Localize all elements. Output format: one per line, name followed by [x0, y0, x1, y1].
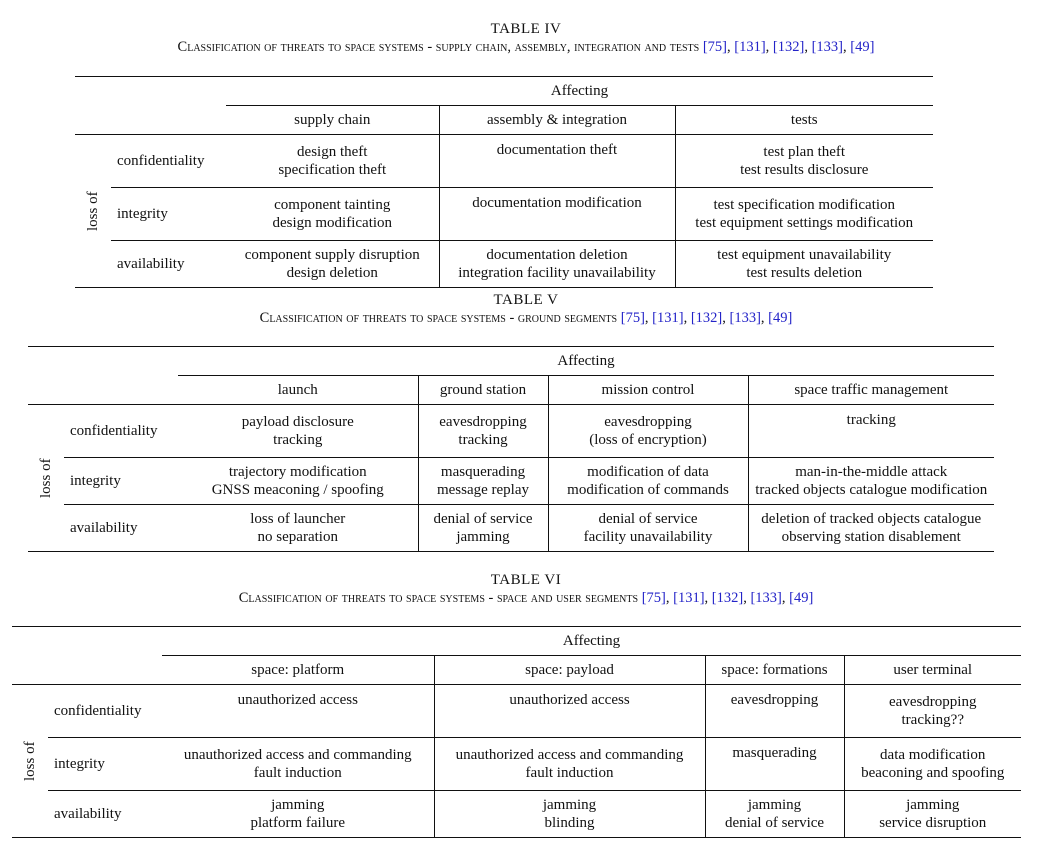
table-cell: eavesdropping	[705, 685, 844, 738]
table-cell: masquerading message replay	[418, 458, 548, 505]
column-header: assembly & integration	[439, 106, 675, 135]
table-cell: test equipment unavailability test results deletion	[675, 241, 933, 288]
table-cell: eavesdropping (loss of encryption)	[548, 405, 748, 458]
citation[interactable]: [132]	[690, 310, 723, 326]
row-label: availability	[48, 791, 162, 838]
table-cell: eavesdropping tracking	[418, 405, 548, 458]
table-cell: denial of service facility unavailability	[548, 505, 748, 552]
table-cell: man-in-the-middle attack tracked objects catalogue modification	[748, 458, 994, 505]
table-caption: Classification of threats to space systems - supply chain, assembly, integration and tests [75], [131], [132], [133], [49]	[177, 39, 875, 55]
row-label: confidentiality	[111, 135, 226, 188]
table-cell: component tainting design modification	[226, 188, 439, 241]
table-cell: payload disclosure tracking	[178, 405, 418, 458]
table-cell: modification of data modification of commands	[548, 458, 748, 505]
table-caption: Classification of threats to space systems - space and user segments [75], [131], [132], [133], [49]	[238, 590, 814, 606]
row-label: confidentiality	[64, 405, 178, 458]
citation[interactable]: [49]	[768, 310, 793, 326]
table-cell: documentation modification	[439, 188, 675, 241]
column-header: tests	[675, 106, 933, 135]
loss-of-label: loss of	[28, 405, 64, 552]
row-label: confidentiality	[48, 685, 162, 738]
table-cell: jamming blinding	[434, 791, 705, 838]
table-cell: trajectory modification GNSS meaconing / spoofing	[178, 458, 418, 505]
column-header: space: formations	[705, 656, 844, 685]
column-header: supply chain	[226, 106, 439, 135]
table-cell: masquerading	[705, 738, 844, 791]
table-v	[28, 346, 994, 552]
citation[interactable]: [75]	[702, 39, 727, 55]
citation[interactable]: [133]	[729, 310, 761, 326]
column-header: mission control	[548, 376, 748, 405]
table-cell: loss of launcher no separation	[178, 505, 418, 552]
table-cell: tracking	[748, 405, 994, 458]
table-cell: unauthorized access and commanding fault induction	[434, 738, 705, 791]
table-cell: component supply disruption design deletion	[226, 241, 439, 288]
table-iv-header	[0, 20, 1052, 56]
table-number: TABLE VI	[490, 572, 562, 588]
column-header: space traffic management	[748, 376, 994, 405]
affecting-label: Affecting	[162, 627, 1021, 656]
table-cell: jamming service disruption	[844, 791, 1021, 838]
row-label: integrity	[48, 738, 162, 791]
column-header: launch	[178, 376, 418, 405]
column-header: user terminal	[844, 656, 1021, 685]
column-header: ground station	[418, 376, 548, 405]
citation[interactable]: [49]	[850, 39, 875, 55]
table-cell: test plan theft test results disclosure	[675, 135, 933, 188]
citation[interactable]: [75]	[620, 310, 645, 326]
column-header: space: payload	[434, 656, 705, 685]
affecting-label: Affecting	[226, 77, 933, 106]
row-label: availability	[64, 505, 178, 552]
row-label: integrity	[111, 188, 226, 241]
table-cell: deletion of tracked objects catalogue observing station disablement	[748, 505, 994, 552]
table-iv	[75, 76, 933, 288]
table-vi	[12, 626, 1021, 838]
column-header: space: platform	[162, 656, 434, 685]
citation[interactable]: [133]	[811, 39, 844, 55]
table-cell: design theft specification theft	[226, 135, 439, 188]
table-cell: documentation theft	[439, 135, 675, 188]
table-v-header	[0, 291, 1052, 327]
table-cell: data modification beaconing and spoofing	[844, 738, 1021, 791]
table-number: TABLE V	[493, 292, 559, 308]
row-label: availability	[111, 241, 226, 288]
table-cell: unauthorized access	[162, 685, 434, 738]
table-caption: Classification of threats to space systems - ground segments [75], [131], [132], [133], [49]	[259, 310, 793, 326]
citation[interactable]: [132]	[711, 590, 744, 606]
table-cell: jamming denial of service	[705, 791, 844, 838]
citation[interactable]: [49]	[789, 590, 814, 606]
table-cell: unauthorized access	[434, 685, 705, 738]
table-cell: documentation deletion integration facility unavailability	[439, 241, 675, 288]
citation[interactable]: [131]	[734, 39, 766, 55]
table-number: TABLE IV	[490, 21, 562, 37]
table-cell: test specification modification test equipment settings modification	[675, 188, 933, 241]
table-cell: denial of service jamming	[418, 505, 548, 552]
table-cell: unauthorized access and commanding fault induction	[162, 738, 434, 791]
citation[interactable]: [75]	[641, 590, 666, 606]
table-cell: eavesdropping tracking??	[844, 685, 1021, 738]
table-cell: jamming platform failure	[162, 791, 434, 838]
citation[interactable]: [131]	[673, 590, 705, 606]
row-label: integrity	[64, 458, 178, 505]
citation[interactable]: [132]	[772, 39, 805, 55]
citation[interactable]: [133]	[750, 590, 782, 606]
table-vi-header	[0, 571, 1052, 607]
citation[interactable]: [131]	[652, 310, 684, 326]
affecting-label: Affecting	[178, 347, 994, 376]
loss-of-label: loss of	[75, 135, 111, 288]
loss-of-label: loss of	[12, 685, 48, 838]
